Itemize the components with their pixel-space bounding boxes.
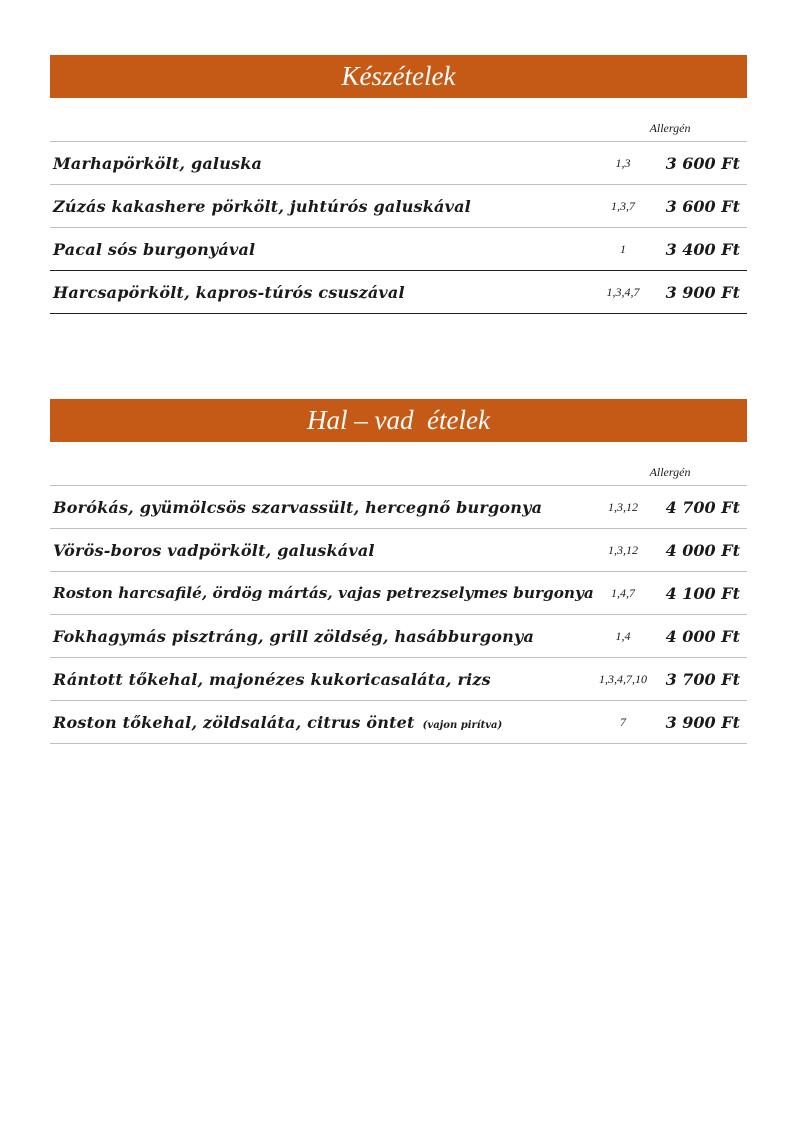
menu-item <box>50 486 747 529</box>
item-allergens: 1,3,7 <box>611 198 635 213</box>
item-price: 3 400 Ft <box>665 239 740 259</box>
item-price: 4 100 Ft <box>665 583 740 603</box>
menu-item <box>50 572 747 615</box>
item-allergens: 7 <box>620 714 626 729</box>
item-price: 4 000 Ft <box>665 540 740 560</box>
item-name: Rántott tőkehal, majonézes kukoricasaláta, rizs <box>53 669 491 689</box>
item-note: (vajon pirítva) <box>422 719 503 731</box>
item-allergens: 1,3,4,7 <box>606 284 640 299</box>
item-name-text: Roston tőkehal, zöldsaláta, citrus öntet <box>53 712 415 732</box>
item-allergens: 1,4 <box>615 628 631 643</box>
item-allergens: 1,3 <box>615 155 631 170</box>
section-title: Hal – vad ételek <box>50 399 747 442</box>
item-price: 4 700 Ft <box>665 497 740 517</box>
item-allergens: 1 <box>620 241 626 256</box>
item-name: Zúzás kakashere pörkölt, juhtúrós galuskával <box>53 196 471 216</box>
item-allergens: 1,3,4,7,10 <box>599 671 647 686</box>
section-hal-vad-etelek <box>50 399 747 744</box>
allergen-header: Allergén <box>649 121 691 135</box>
section-keszetelek <box>50 55 747 314</box>
allergen-header-row <box>50 98 747 142</box>
menu-item <box>50 271 747 314</box>
item-price: 3 900 Ft <box>665 282 740 302</box>
menu-item <box>50 185 747 228</box>
item-name: Borókás, gyümölcsös szarvassült, hercegnő burgonya <box>53 497 543 517</box>
item-name: Fokhagymás pisztráng, grill zöldség, hasábburgonya <box>53 626 535 646</box>
item-price: 3 600 Ft <box>665 153 740 173</box>
menu-item <box>50 529 747 572</box>
menu-item <box>50 142 747 185</box>
section-title: Készételek <box>50 55 747 98</box>
item-price: 3 700 Ft <box>665 669 740 689</box>
menu-item <box>50 228 747 271</box>
item-name: Pacal sós burgonyával <box>53 239 256 259</box>
menu-item <box>50 701 747 744</box>
item-allergens: 1,3,12 <box>608 542 638 557</box>
item-name: Harcsapörkölt, kapros-túrós csuszával <box>53 282 405 302</box>
item-price: 3 900 Ft <box>665 712 740 732</box>
item-name: Marhapörkölt, galuska <box>53 153 263 173</box>
menu-item <box>50 615 747 658</box>
item-allergens: 1,3,12 <box>608 499 638 514</box>
item-price: 4 000 Ft <box>665 626 740 646</box>
item-name <box>50 713 588 732</box>
menu-item <box>50 658 747 701</box>
allergen-header: Allergén <box>649 465 691 479</box>
allergen-header-row <box>50 442 747 486</box>
item-price: 3 600 Ft <box>665 196 740 216</box>
item-allergens: 1,4,7 <box>611 585 635 600</box>
item-name: Roston harcsafilé, ördög mártás, vajas petrezselymes burgonya <box>53 584 594 602</box>
item-name: Vörös-boros vadpörkölt, galuskával <box>53 540 375 560</box>
